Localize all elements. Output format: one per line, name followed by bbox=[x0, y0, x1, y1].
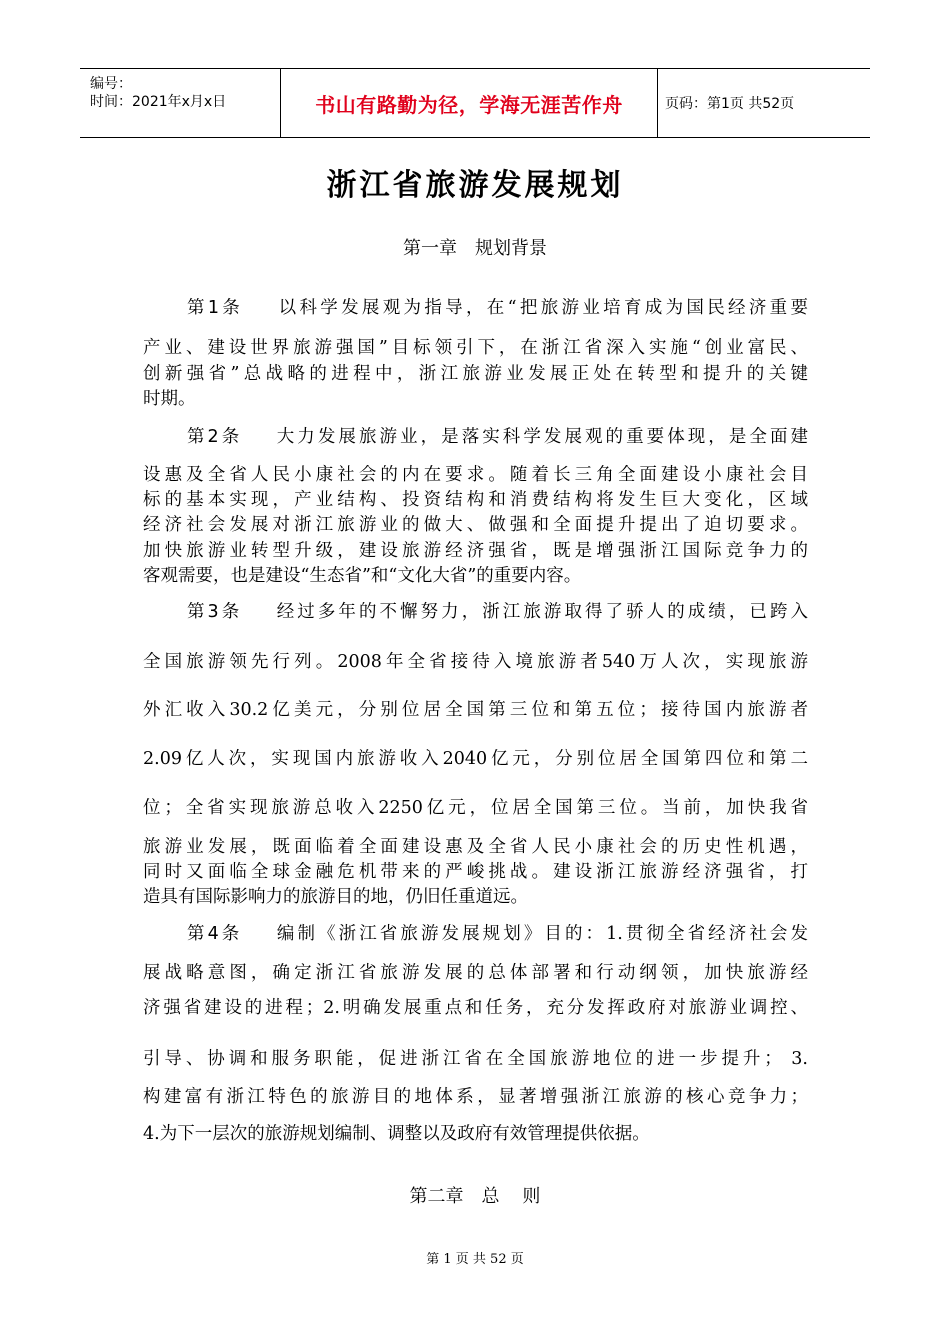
article-line: 济强省建设的进程；2.明确发展重点和任务，充分发挥政府对旅游业调控、 bbox=[143, 998, 808, 1018]
chapter-name: 总 则 bbox=[481, 1186, 541, 1207]
article-line: 外汇收入30.2亿美元，分别位居全国第三位和第五位；接待国内旅游者 bbox=[143, 700, 808, 720]
article-label: 第1条 bbox=[187, 298, 244, 318]
article-line: 引导、协调和服务职能，促进浙江省在全国旅游地位的进一步提升； 3. bbox=[143, 1049, 808, 1069]
number-label: 编号： bbox=[90, 76, 132, 92]
header-meta-cell bbox=[80, 69, 280, 137]
article-line: 位；全省实现旅游总收入2250亿元，位居全国第三位。当前，加快我省 bbox=[143, 798, 808, 818]
document-title: 浙江省旅游发展规划 bbox=[326, 168, 624, 203]
page-info: 页码：第1页 共52页 bbox=[665, 96, 795, 112]
header-table bbox=[80, 68, 870, 138]
article-line: 经济社会发展对浙江旅游业的做大、做强和全面提升提出了迫切要求。 bbox=[143, 515, 808, 535]
article-label: 第3条 bbox=[187, 602, 243, 622]
article-label: 第2条 bbox=[187, 427, 243, 447]
article-line: 全国旅游领先行列。2008年全省接待入境旅游者540万人次，实现旅游 bbox=[143, 652, 808, 672]
article-line: 创新强省”总战略的进程中，浙江旅游业发展正处在转型和提升的关键 bbox=[143, 364, 808, 384]
header-page-cell bbox=[657, 69, 870, 137]
chapter-heading-1 bbox=[0, 234, 950, 260]
article-line: 标的基本实现，产业结构、投资结构和消费结构将发生巨大变化，区域 bbox=[143, 490, 808, 510]
article-line: 同时又面临全球金融危机带来的严峻挑战。建设浙江旅游经济强省，打 bbox=[143, 862, 808, 882]
article-line: 2.09亿人次，实现国内旅游收入2040亿元，分别位居全国第四位和第二 bbox=[143, 749, 808, 769]
chapter-number: 第二章 bbox=[409, 1186, 464, 1207]
chapter-heading-2 bbox=[0, 1182, 950, 1208]
article-line: 时期。 bbox=[143, 389, 196, 409]
header-motto-cell bbox=[280, 69, 658, 137]
article-line: 设惠及全省人民小康社会的内在要求。随着长三角全面建设小康社会目 bbox=[143, 465, 808, 485]
article-line: 展战略意图，确定浙江省旅游发展的总体部署和行动纲领，加快旅游经 bbox=[143, 963, 808, 983]
article-line: 4.为下一层次的旅游规划编制、调整以及政府有效管理提供依据。 bbox=[143, 1124, 650, 1144]
time-label: 时间：2021年x月x日 bbox=[90, 94, 227, 110]
article-line: 第4条 编制《浙江省旅游发展规划》目的：1.贯彻全省经济社会发 bbox=[187, 924, 808, 944]
article-line: 产业、建设世界旅游强国”目标领引下，在浙江省深入实施“创业富民、 bbox=[143, 338, 808, 358]
article-line: 第2条 大力发展旅游业，是落实科学发展观的重要体现，是全面建 bbox=[187, 427, 808, 447]
article-line: 客观需要，也是建设“生态省”和“文化大省”的重要内容。 bbox=[143, 566, 582, 586]
article-line: 第1条 以科学发展观为指导，在“把旅游业培育成为国民经济重要 bbox=[187, 298, 808, 318]
article-line: 旅游业发展，既面临着全面建设惠及全省人民小康社会的历史性机遇， bbox=[143, 837, 808, 857]
motto: 书山有路勤为径，学海无涯苦作舟 bbox=[315, 92, 623, 117]
page-footer: 第 1 页 共 52 页 bbox=[426, 1252, 524, 1267]
chapter-number: 第一章 bbox=[403, 238, 457, 259]
chapter-name: 规划背景 bbox=[475, 238, 547, 259]
article-line: 第3条 经过多年的不懈努力，浙江旅游取得了骄人的成绩，已跨入 bbox=[187, 602, 808, 622]
article-line: 加快旅游业转型升级，建设旅游经济强省，既是增强浙江国际竞争力的 bbox=[143, 541, 808, 561]
article-line: 构建富有浙江特色的旅游目的地体系，显著增强浙江旅游的核心竞争力； bbox=[143, 1087, 808, 1107]
article-line: 造具有国际影响力的旅游目的地，仍旧任重道远。 bbox=[143, 887, 528, 907]
article-label: 第4条 bbox=[187, 924, 243, 944]
